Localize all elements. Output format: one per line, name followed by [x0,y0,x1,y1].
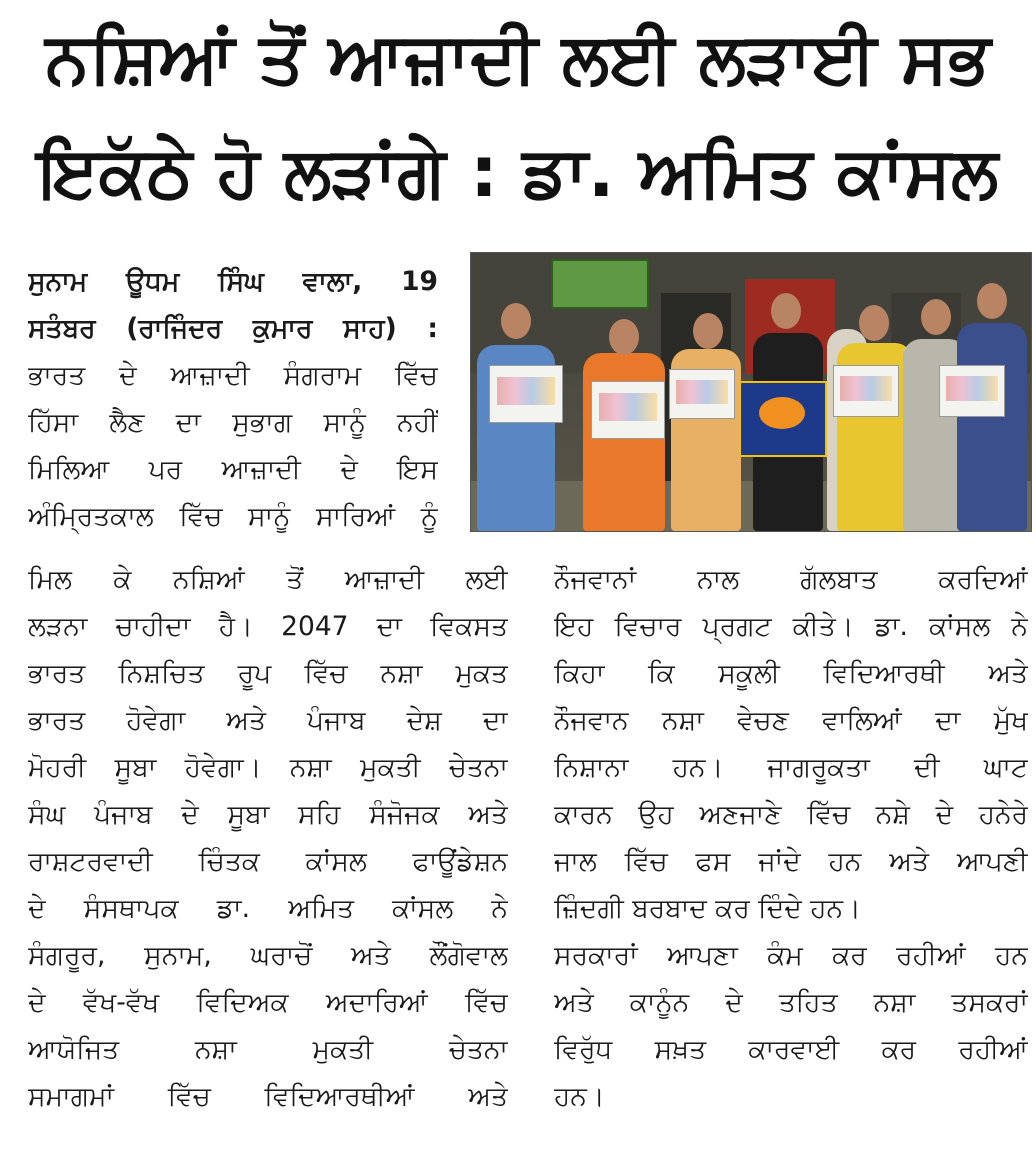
dateline: ਸੁਨਾਮ ਊਧਮ ਸਿੰਘ ਵਾਲਾ, 19 [28,266,438,297]
article-text-line: ਭਾਰਤ ਨਿਸ਼ਚਿਤ ਰੂਪ ਵਿੱਚ ਨਸ਼ਾ ਮੁਕਤ [28,658,508,689]
article-text-line: ਦੇ ਸੰਸਥਾਪਕ ਡਾ. ਅਮਿਤ ਕਾਂਸਲ ਨੇ [28,893,508,924]
article-text-line: ਹਨ। [554,1081,605,1112]
article-text-line: ਦੇ ਵੱਖ-ਵੱਖ ਵਿਦਿਅਕ ਅਦਾਰਿਆਂ ਵਿੱਚ [28,987,508,1018]
article-text-line: ਨੌਜਵਾਨ ਨਸ਼ਾ ਵੇਚਣ ਵਾਲਿਆਂ ਦਾ ਮੁੱਖ [554,705,1028,736]
article-text-line: ਆਯੋਜਿਤ ਨਸ਼ਾ ਮੁਕਤੀ ਚੇਤਨਾ [28,1034,508,1065]
photo-person [583,353,665,531]
article-column-left [28,556,508,1120]
photo-person-head [693,313,723,349]
article-text-line: ਜ਼ਿੰਦਗੀ ਬਰਬਾਦ ਕਰ ਦਿੰਦੇ ਹਨ। [554,893,861,924]
photo-person-head [771,293,801,329]
photo-held-poster [833,365,899,417]
photo-person-head [977,283,1007,319]
article-text-line: ਮੋਹਰੀ ਸੂਬਾ ਹੋਵੇਗਾ। ਨਸ਼ਾ ਮੁਕਤੀ ਚੇਤਨਾ [28,752,508,783]
article-column-right [554,556,1028,1120]
article-text-line: ਭਾਰਤ ਹੋਵੇਗਾ ਅਤੇ ਪੰਜਾਬ ਦੇਸ਼ ਦਾ [28,705,508,736]
photo-green-board [551,259,649,309]
headline-line-2: ਇਕੱਠੇ ਹੋ ਲੜਾਂਗੇ : ਡਾ. ਅਮਿਤ ਕਾਂਸਲ [37,131,999,213]
article-text-line: ਵਿਰੁੱਧ ਸਖ਼ਤ ਕਾਰਵਾਈ ਕਰ ਰਹੀਆਂ [554,1034,1028,1065]
article-text-line: ਕਾਰਨ ਉਹ ਅਣਜਾਣੇ ਵਿੱਚ ਨਸ਼ੇ ਦੇ ਹਨੇਰੇ [554,799,1028,830]
photo-held-poster [669,369,735,419]
article-text-line: ਲੜਨਾ ਚਾਹੀਦਾ ਹੈ। 2047 ਦਾ ਵਿਕਸਤ [28,611,508,642]
photo-person-head [501,303,531,339]
article-column-left-top [28,258,438,540]
news-photo [470,252,1032,532]
photo-person-head [609,319,639,355]
article-text-line: ਨੌਜਵਾਨਾਂ ਨਾਲ ਗੱਲਬਾਤ ਕਰਦਿਆਂ [554,564,1028,595]
photo-held-poster [939,365,1005,417]
photo-held-poster [489,365,563,423]
article-text-line: ਹਿੱਸਾ ਲੈਣ ਦਾ ਸੁਭਾਗ ਸਾਨੂੰ ਨਹੀਂ [28,407,438,438]
article-text-line: ਮਿਲ ਕੇ ਨਸ਼ਿਆਂ ਤੋਂ ਆਜ਼ਾਦੀ ਲਈ [28,564,508,595]
headline-line-1: ਨਸ਼ਿਆਂ ਤੋਂ ਆਜ਼ਾਦੀ ਲਈ ਲੜਾਈ ਸਭ [45,17,991,99]
photo-held-poster [591,381,665,439]
article-text-line: ਅੰਮ੍ਰਿਤਕਾਲ ਵਿੱਚ ਸਾਨੂੰ ਸਾਰਿਆਂ ਨੂੰ [28,501,438,532]
article-text-line: ਸਮਾਗਮਾਂ ਵਿੱਚ ਵਿਦਿਆਰਥੀਆਂ ਅਤੇ [28,1081,508,1112]
photo-person [957,323,1027,531]
article-text-line: ਸੰਗਰੂਰ, ਸੁਨਾਮ, ਘਰਾਚੋਂ ਅਤੇ ਲੌਂਗੋਵਾਲ [28,940,508,971]
article-text-line: ਕਿਹਾ ਕਿ ਸਕੂਲੀ ਵਿਦਿਆਰਥੀ ਅਤੇ [554,658,1028,689]
article-text-line: ਇਹ ਵਿਚਾਰ ਪ੍ਰਗਟ ਕੀਤੇ। ਡਾ. ਕਾਂਸਲ ਨੇ [554,611,1028,642]
article-text-line: ਸੰਘ ਪੰਜਾਬ ਦੇ ਸੂਬਾ ਸਹਿ ਸੰਜੋਜਕ ਅਤੇ [28,799,508,830]
photo-held-banner [739,381,827,457]
photo-person-head [859,305,889,341]
article-text-line: ਜਾਲ ਵਿੱਚ ਫਸ ਜਾਂਦੇ ਹਨ ਅਤੇ ਆਪਣੀ [554,846,1028,877]
photo-person-head [921,299,951,335]
article-text-line: ਰਾਸ਼ਟਰਵਾਦੀ ਚਿੰਤਕ ਕਾਂਸਲ ਫਾਊਂਡੇਸ਼ਨ [28,846,508,877]
article-text-line: ਭਾਰਤ ਦੇ ਆਜ਼ਾਦੀ ਸੰਗਰਾਮ ਵਿੱਚ [28,360,438,391]
article-text-line: ਨਿਸ਼ਾਨਾ ਹਨ। ਜਾਗਰੂਕਤਾ ਦੀ ਘਾਟ [554,752,1028,783]
article-text-line: ਅਤੇ ਕਾਨੂੰਨ ਦੇ ਤਹਿਤ ਨਸ਼ਾ ਤਸਕਰਾਂ [554,987,1028,1018]
byline: ਸਤੰਬਰ (ਰਾਜਿੰਦਰ ਕੁਮਾਰ ਸਾਹ) : [28,313,438,344]
article-text-line: ਸਰਕਾਰਾਂ ਆਪਣਾ ਕੰਮ ਕਰ ਰਹੀਆਂ ਹਨ [554,940,1028,971]
article-text-line: ਮਿਲਿਆ ਪਰ ਆਜ਼ਾਦੀ ਦੇ ਇਸ [28,454,438,485]
